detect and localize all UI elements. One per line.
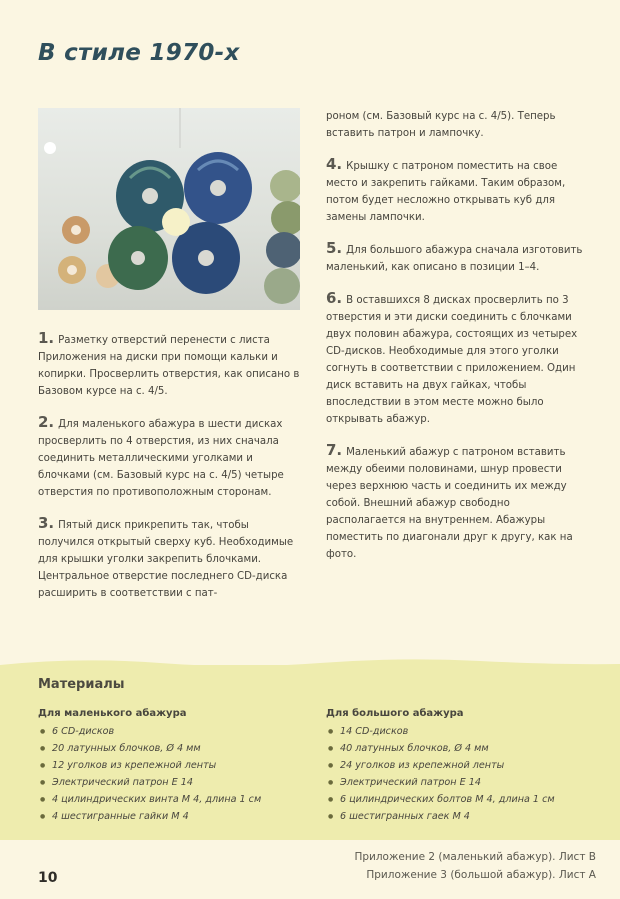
step-4: 4. Крышку с патроном поместить на свое место и закрепить гайками. Таким образом, потом будет несложно открывать куб для замены лампочки. — [326, 155, 566, 223]
appendix-references — [354, 848, 596, 884]
wave-divider — [0, 655, 620, 669]
list-item: ● 4 шестигранные гайки М 4 — [38, 808, 298, 825]
list-item: ● 12 уголков из крепежной ленты — [38, 757, 298, 774]
materials-large-heading: Для большого абажура — [326, 708, 464, 719]
materials-small-list — [38, 723, 298, 825]
materials-title: Материалы — [38, 677, 125, 692]
list-item: ● 20 латунных блочков, Ø 4 мм — [38, 740, 298, 757]
materials-large-lamp — [326, 705, 596, 825]
appendix-line-1: Приложение 2 (маленький абажур). Лист В — [354, 851, 596, 863]
list-item: ● Электрический патрон Е 14 — [38, 774, 298, 791]
list-item: ● 40 латунных блочков, Ø 4 мм — [326, 740, 596, 757]
step-1: 1. Разметку отверстий перенести с листа Приложения на диски при помощи кальки и копирки. Просверлить отверстия, как описано в Базовом курсе на с. 4/5. — [38, 329, 300, 397]
page-title: В стиле 1970-х — [38, 40, 240, 66]
instructions-right-column — [326, 108, 592, 577]
page-number: 10 — [38, 870, 58, 886]
list-item: ● Электрический патрон Е 14 — [326, 774, 596, 791]
step-3-continuation: роном (см. Базовый курс на с. 4/5). Теперь вставить патрон и лампочку. — [326, 111, 556, 139]
cd-lamp-photo — [38, 108, 300, 310]
list-item: ● 4 цилиндрических винта М 4, длина 1 см — [38, 791, 298, 808]
list-item: ● 6 шестигранных гаек М 4 — [326, 808, 596, 825]
list-item: ● 14 CD-дисков — [326, 723, 596, 740]
step-6: 6. В оставшихся 8 дисках просверлить по 3 отверстия и эти диски соединить с блочками двух половин абажура, состоящих из четырех CD-дисков. Необходимые для этого уголки согнуть в соответствии с приложением. Один диск вставить на двух гайках, чтобы впоследствии в этом месте можно было открывать абажур. — [326, 289, 578, 425]
instructions-left-column — [38, 330, 300, 616]
materials-panel — [0, 665, 620, 840]
step-5: 5. Для большого абажура сначала изготовить маленький, как описано в позиции 1–4. — [326, 239, 583, 273]
step-7: 7. Маленький абажур с патроном вставить между обеими половинами, шнур провести через верхнюю часть и соединить их между собой. Внешний абажур свободно располагается на внутреннем. Абажуры поместить по диагонали друг к другу, как на фото. — [326, 441, 573, 560]
step-2: 2. Для маленького абажура в шести дисках просверлить по 4 отверстия, из них сначала соединить металлическими уголками и блочками (см. Базовый курс на с. 4/5) четыре отверстия по противоположным сторонам. — [38, 413, 284, 498]
list-item: ● 24 уголков из крепежной ленты — [326, 757, 596, 774]
appendix-line-2: Приложение 3 (большой абажур). Лист А — [366, 869, 596, 881]
list-item: ● 6 CD-дисков — [38, 723, 298, 740]
materials-small-heading: Для маленького абажура — [38, 708, 187, 719]
materials-large-list — [326, 723, 596, 825]
materials-small-lamp — [38, 705, 298, 825]
list-item: ● 6 цилиндрических болтов М 4, длина 1 см — [326, 791, 596, 808]
step-3: 3. Пятый диск прикрепить так, чтобы получился открытый сверху куб. Необходимые для крышки уголки закрепить блочками. Центральное отверстие последнего CD-диска расширить в соответствии с пат- — [38, 514, 294, 599]
